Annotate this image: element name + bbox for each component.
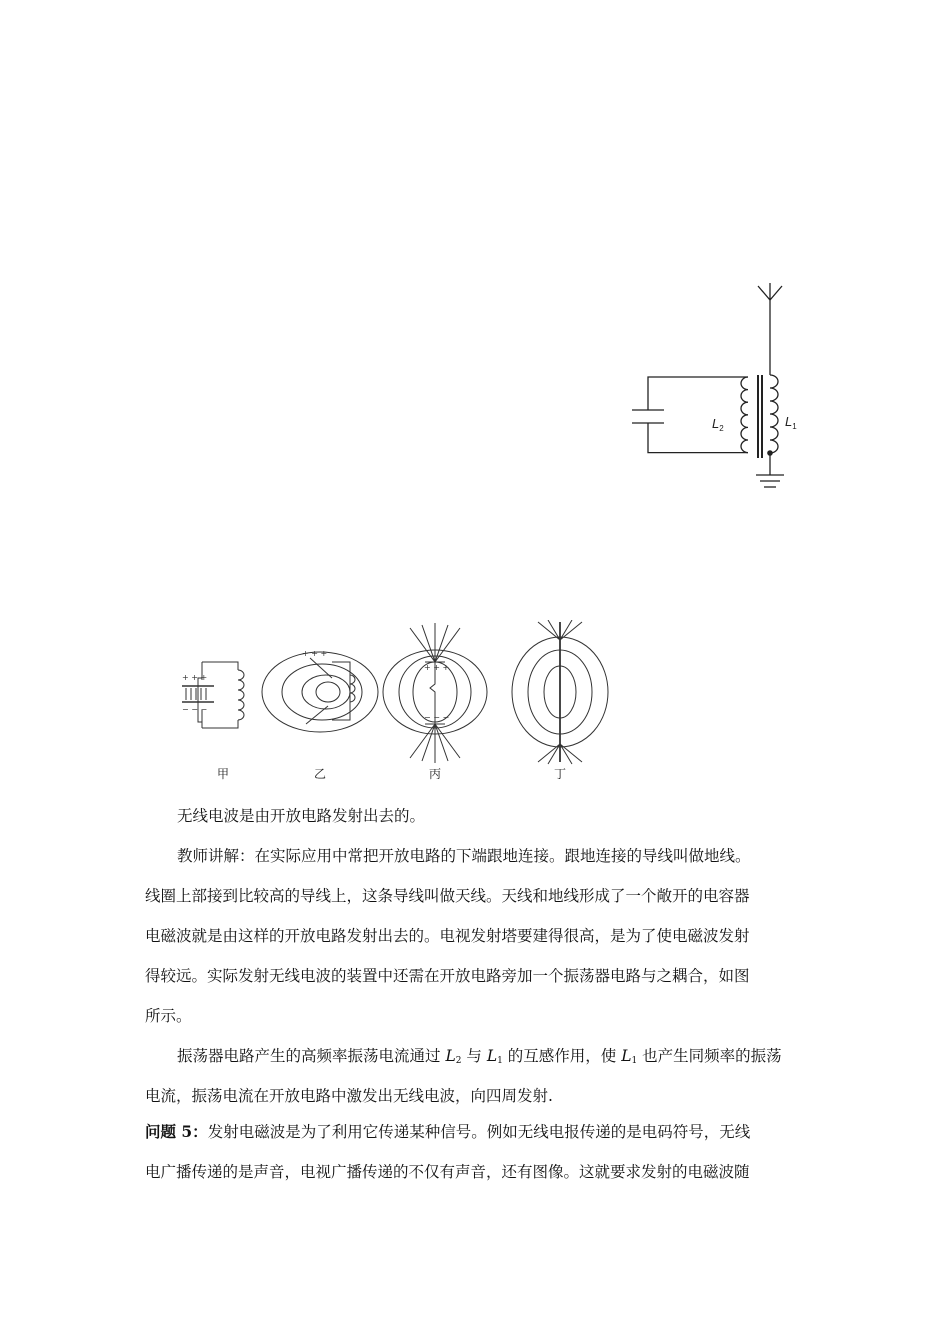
paragraph-teacher-line1: 教师讲解：在实际应用中常把开放电路的下端跟地连接。跟地连接的导线叫做地线。 [177,847,751,865]
question-5-line1: 问题 5：发射电磁波是为了利用它传递某种信号。例如无线电报传递的是电码符号，无线 [145,1122,751,1141]
minus-charges-bing: − − − [424,713,450,722]
antenna-icon [758,283,782,300]
caption-bing: 丙 [428,767,442,781]
panel-jia [182,662,244,728]
paragraph-teacher-line3: 电磁波就是由这样的开放电路发射出去的。电视发射塔要建得很高，是为了使电磁波发射 [145,927,750,945]
label-l1: $L_1$ [785,414,797,431]
plus-charges-yi: + + + [302,649,328,658]
paragraph-teacher-line2: 线圈上部接到比较高的导线上，这条导线叫做天线。天线和地线形成了一个敞开的电容器 [145,887,750,905]
paragraph-teacher-line5: 所示。 [145,1007,192,1025]
label-l2: $L_2$ [712,416,724,433]
question-5-label: 问题 5： [145,1122,208,1141]
caption-ding: 丁 [553,767,567,781]
coil-l2 [741,377,748,453]
plus-charges-jia: + + + [182,673,208,682]
caption-jia: 甲 [216,767,230,781]
caption-yi: 乙 [313,767,327,781]
panel-yi [262,652,378,732]
plus-charges-bing: + + + [424,663,450,672]
antenna-circuit-diagram [630,280,810,500]
open-circuit-evolution-figure [160,620,640,795]
coil-l1 [770,375,778,453]
question-5-line2: 电广播传递的是声音，电视广播传递的不仅有声音，还有图像。这就要求发射的电磁波随 [145,1163,750,1181]
paragraph-teacher-line4: 得较远。实际发射无线电波的装置中还需在开放电路旁加一个振荡器电路与之耦合，如图 [145,967,750,985]
panel-ding [512,620,608,764]
ground-icon [756,475,784,487]
minus-charges-jia: − − − [182,705,208,714]
paragraph-open-circuit: 无线电波是由开放电路发射出去的。 [177,807,426,825]
panel-bing [383,623,487,763]
paragraph-oscillator-line1: 振荡器电路产生的高频率振荡电流通过 $L_2$ 与 $L_1$ 的互感作用，使 $L_1$ 也产生同频率的振荡 [177,1047,782,1066]
paragraph-oscillator-line2: 电流，振荡电流在开放电路中激发出无线电波，向四周发射. [145,1087,553,1105]
